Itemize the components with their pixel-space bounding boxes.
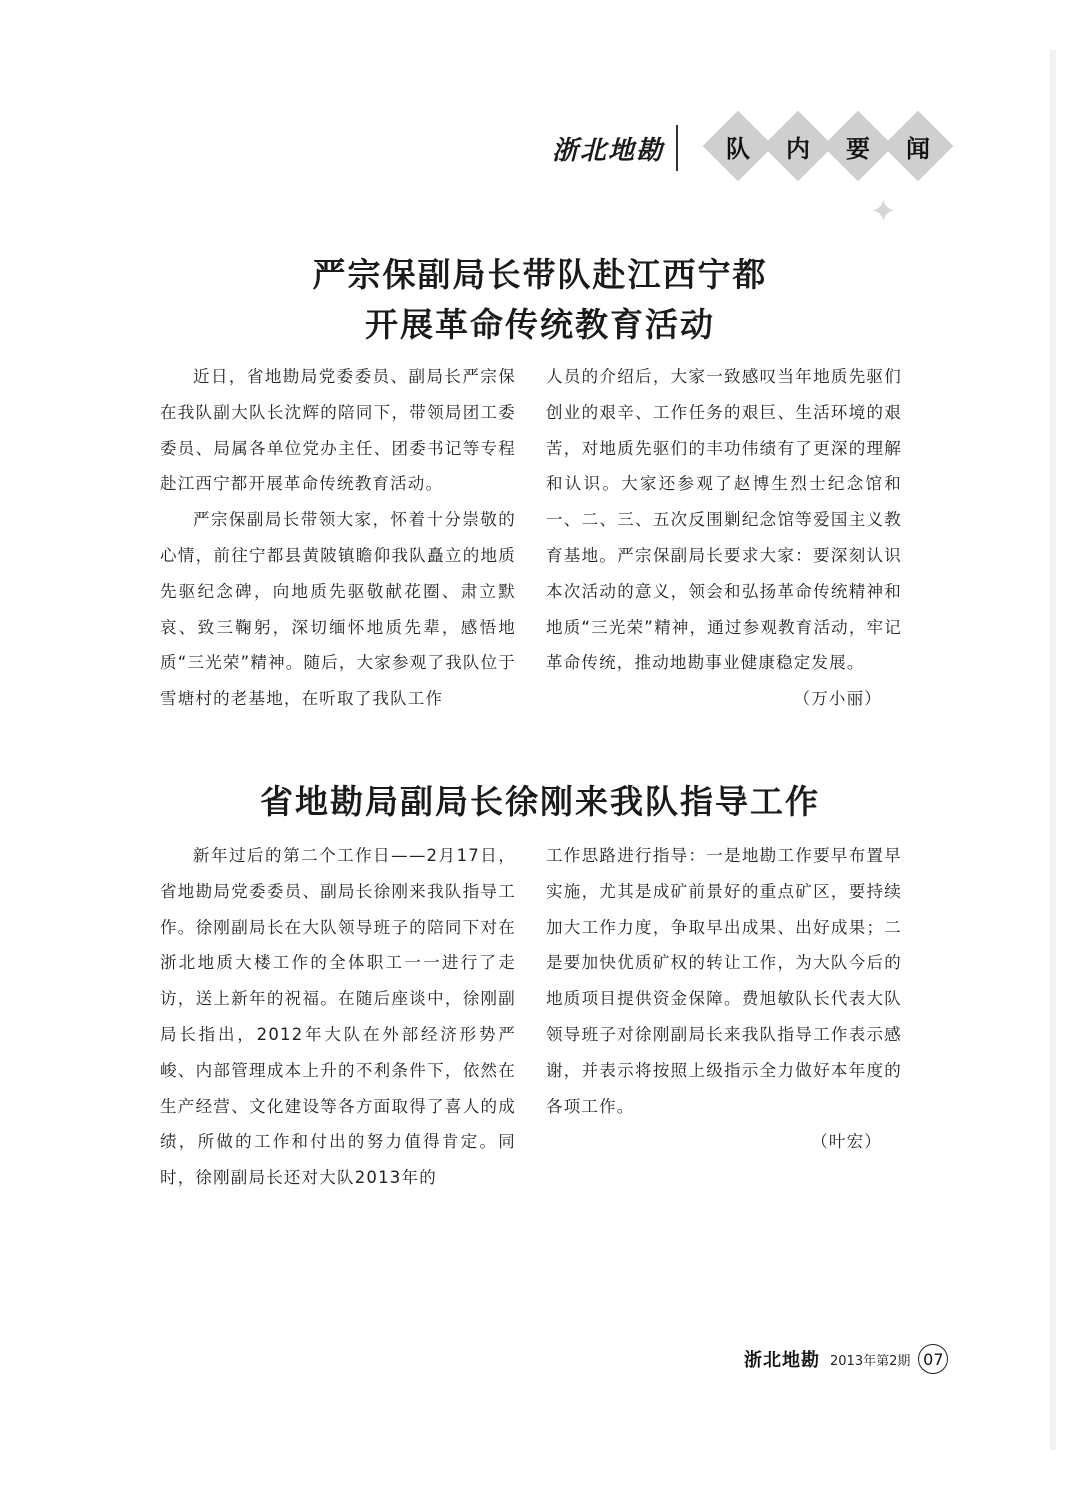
page-number: 07 bbox=[918, 1344, 948, 1374]
section-header bbox=[552, 118, 686, 178]
article2-author: （叶宏） bbox=[811, 1132, 882, 1152]
footer-issue: 2013年第2期 bbox=[830, 1353, 911, 1369]
section-char-1: 队 bbox=[726, 133, 750, 163]
article2-column-right bbox=[546, 838, 902, 1160]
article1-paragraph-2: 严宗保副局长带领大家，怀着十分崇敬的心情，前往宁都县黄陂镇瞻仰我队矗立的地质先驱纪念碑，向地质先驱敬献花圈、肃立默哀、致三鞠躬，深切缅怀地质先辈，感悟地质“三光荣”精神。随后，大家参观了我队位于雪塘村的老基地，在听取了我队工作 bbox=[160, 510, 516, 709]
footer-magazine-name: 浙北地勘 bbox=[744, 1350, 820, 1371]
article1-paragraph-1: 近日，省地勘局党委委员、副局长严宗保在我队副大队长沈辉的陪同下，带领局团工委委员、局属各单位党办主任、团委书记等专程赴江西宁都开展革命传统教育活动。 bbox=[160, 367, 516, 494]
section-char-3: 要 bbox=[846, 133, 870, 163]
article1-column-right bbox=[546, 359, 902, 717]
article1-author: （万小丽） bbox=[793, 689, 882, 709]
article2-paragraph-1: 新年过后的第二个工作日——2月17日，省地勘局党委委员、副局长徐刚来我队指导工作。徐刚副局长在大队领导班子的陪同下对在浙北地质大楼工作的全体职工一一进行了走访，送上新年的祝福。在随后座谈中，徐刚副局长指出，2012年大队在外部经济形势严峻、内部管理成本上升的不利条件下，依然在生产经营、文化建设等各方面取得了喜人的成绩，所做的工作和付出的努力值得肯定。同时，徐刚副局长还对大队2013年的 bbox=[160, 846, 516, 1188]
section-char-4: 闻 bbox=[906, 133, 930, 163]
article1-title-line1: 严宗保副局长带队赴江西宁都 bbox=[312, 255, 768, 294]
header-divider bbox=[676, 125, 678, 171]
section-char-2: 内 bbox=[786, 133, 810, 163]
article1-column-left bbox=[160, 359, 516, 717]
article2-title: 省地勘局副局长徐刚来我队指导工作 bbox=[260, 782, 820, 821]
article1-title-line2: 开展革命传统教育活动 bbox=[365, 305, 715, 344]
article2-paragraph-2: 工作思路进行指导：一是地勘工作要早布置早实施，尤其是成矿前景好的重点矿区，要持续加大工作力度，争取早出成果、出好成果；二是要加快优质矿权的转让工作，为大队今后的地质项目提供资金保障。费旭敏队长代表大队领导班子对徐刚副局长来我队指导工作表示感谢，并表示将按照上级指示全力做好本年度的各项工作。 bbox=[546, 846, 902, 1116]
article2-column-left bbox=[160, 838, 516, 1196]
sparkle-icon: ✦ bbox=[870, 192, 897, 230]
page-edge-shadow bbox=[1050, 50, 1056, 1450]
header-magazine-name: 浙北地勘 bbox=[552, 135, 665, 166]
article1-paragraph-3-text: 人员的介绍后，大家一致感叹当年地质先驱们创业的艰辛、工作任务的艰巨、生活环境的艰苦，对地质先驱们的丰功伟绩有了更深的理解和认识。大家还参观了赵博生烈士纪念馆和一、二、三、五次反围剿纪念馆等爱国主义教育基地。严宗保副局长要求大家：要深刻认识本次活动的意义，领会和弘扬革命传统精神和地质“三光荣”精神，通过参观教育活动，牢记革命传统，推动地勘事业健康稳定发展。 bbox=[546, 367, 902, 673]
page-footer bbox=[744, 1344, 948, 1374]
article1-paragraph-3 bbox=[546, 359, 902, 717]
